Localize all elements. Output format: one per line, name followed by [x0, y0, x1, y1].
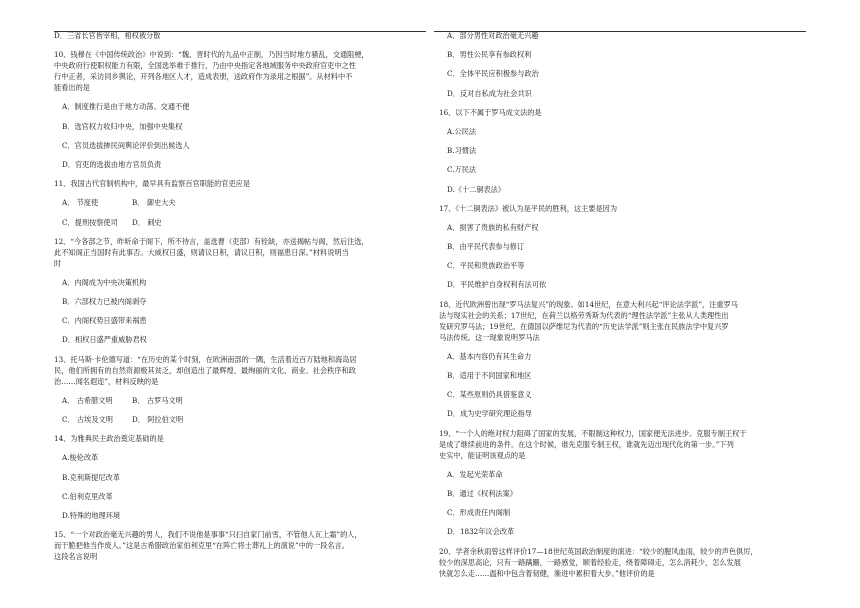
- text-line: 能看出的是: [54, 83, 90, 93]
- text-line: C．平民和贵族政治平等: [447, 261, 525, 271]
- text-line: 法与现实社会的关系；17世纪，在荷兰以格劳秀斯为代表的“理性法学派”主张从人类理性出: [439, 310, 729, 320]
- spacer: [54, 502, 416, 510]
- option-text: A． 节度使: [62, 198, 99, 208]
- text-line: A．损害了贵族的私有财产权: [447, 222, 539, 232]
- answer-option: [439, 469, 801, 480]
- question-block: [439, 107, 801, 118]
- right-column: [439, 30, 801, 587]
- text-line: C．内阁权势日盛带来祸患: [62, 316, 147, 326]
- text-line: 11、我国古代官制机构中，最早具有监察百官职能的官吏应是: [54, 179, 251, 189]
- option-text: B． 古罗马文明: [132, 395, 183, 405]
- answer-option: [54, 296, 416, 307]
- spacer: [54, 562, 416, 570]
- spacer: [439, 461, 801, 469]
- answer-option: [439, 526, 801, 537]
- answer-option: [54, 452, 416, 463]
- text-line: C．形成责任内阁制: [447, 508, 511, 518]
- answer-option: [439, 408, 801, 419]
- text-line: 18、近代欧洲曾出现“罗马法复兴”的现象。如14世纪，在意大利兴起“评论法学派”，注重罗马: [439, 299, 738, 309]
- text-line: 是成了继续前进的条件。在这个时候，谁先克服专制王权，谁就先迈出现代化的第一步。”下列: [439, 439, 734, 449]
- answer-option: [439, 145, 801, 156]
- text-line: C.万民法: [447, 165, 477, 175]
- text-line: B．通过《权利法案》: [447, 488, 517, 498]
- text-line: B.习惯法: [447, 146, 477, 156]
- text-line: 治……闻名遐迩”，材料反映的是: [54, 376, 159, 386]
- text-line: 13、托马斯·卡伦德写道：“在历史的某个时刻，在欧洲南部的一隅，生活着近百万陆地和海岛居: [54, 354, 357, 364]
- text-line: C．某些原则仍具借鉴意义: [447, 390, 532, 400]
- text-line: 发研究罗马法；19世纪，在德国以萨维尼为代表的“历史法学派”则主张在民族法学中复兴罗: [439, 321, 729, 331]
- answer-option: [439, 241, 801, 252]
- text-line: D．反对自私成为社会共识: [447, 88, 532, 98]
- text-line: B．六部权力已被内阁剥夺: [62, 297, 147, 307]
- answer-option: [439, 222, 801, 233]
- answer-option: [439, 164, 801, 175]
- answer-option: [439, 126, 801, 137]
- spacer: [439, 381, 801, 389]
- answer-option: [439, 88, 801, 99]
- text-line: 14、为雅典民主政治奠定基础的是: [54, 434, 164, 444]
- option-row: [54, 414, 416, 425]
- answer-option: [54, 140, 416, 151]
- spacer: [439, 252, 801, 260]
- spacer: [54, 132, 416, 140]
- answer-option: [439, 49, 801, 60]
- spacer: [439, 60, 801, 68]
- spacer: [439, 79, 801, 87]
- option-row: [54, 217, 416, 228]
- text-line: A．部分男性对政治毫无兴趣: [447, 31, 539, 40]
- question-block: [439, 299, 801, 343]
- answer-option: [54, 334, 416, 345]
- spacer: [54, 406, 416, 414]
- left-column: [54, 30, 416, 570]
- answer-option: [439, 370, 801, 381]
- question-block: [54, 178, 416, 189]
- text-line: B．选官权力收归中央，加强中央集权: [62, 121, 183, 131]
- text-line: 中央政府行使职权能力有限，全国选举难于推行，乃由中央指定各地域服务中央政府官吏中之性: [54, 61, 356, 71]
- question-block: [54, 30, 416, 41]
- text-line: C．全体平民应积极参与政治: [447, 69, 539, 79]
- spacer: [439, 233, 801, 241]
- answer-option: [439, 260, 801, 271]
- text-line: A.梭伦改革: [62, 453, 99, 463]
- text-line: C.伯利克里改革: [62, 491, 113, 501]
- answer-option: [54, 315, 416, 326]
- text-line: 20、学者余秋雨曾这样评价17—18世纪英国政治制度的演进：“较少的腥风血雨，较少的声色俱厉，: [439, 546, 758, 556]
- spacer: [439, 290, 801, 298]
- spacer: [439, 579, 801, 587]
- answer-option: [54, 491, 416, 502]
- answer-option: [54, 101, 416, 112]
- spacer: [54, 288, 416, 296]
- spacer: [439, 195, 801, 203]
- spacer: [54, 345, 416, 353]
- text-line: 此不知阁正当国时有此事否。大威权日盛，则请议日积，请议日积，则福患日深。”材料说明当: [54, 247, 349, 257]
- spacer: [54, 425, 416, 433]
- text-line: D．官吏的选拔由地方官员负责: [62, 159, 162, 169]
- text-line: D．1832年议会改革: [447, 527, 515, 537]
- spacer: [54, 444, 416, 452]
- question-block: [439, 546, 801, 579]
- spacer: [54, 112, 416, 120]
- text-line: B．由平民代表参与修订: [447, 242, 525, 252]
- text-line: D.《十二铜表法》: [447, 184, 506, 194]
- answer-option: [439, 30, 801, 41]
- spacer: [439, 41, 801, 49]
- spacer: [54, 521, 416, 529]
- text-line: A．基本内容仍有其生命力: [447, 351, 532, 361]
- question-block: [439, 428, 801, 461]
- answer-option: [54, 472, 416, 483]
- question-block: [54, 433, 416, 444]
- spacer: [54, 387, 416, 395]
- spacer: [54, 228, 416, 236]
- spacer: [54, 189, 416, 197]
- text-line: 这段名言说明: [54, 552, 98, 562]
- spacer: [439, 175, 801, 183]
- answer-option: [439, 488, 801, 499]
- option-pair: [54, 197, 416, 208]
- spacer: [439, 480, 801, 488]
- spacer: [439, 400, 801, 408]
- text-line: 10、钱穆在《中国传统政治》中说到：“魏、晋时代的九品中正制，乃因当时地方骚乱，交通阻梗，: [54, 50, 369, 60]
- spacer: [439, 118, 801, 126]
- text-line: 16、以下不属于罗马成文法的是: [439, 107, 542, 117]
- question-block: [54, 529, 416, 562]
- spacer: [54, 307, 416, 315]
- text-line: 马法传统。这一现象说明罗马法: [439, 332, 540, 342]
- text-line: B．男性公民享有参政权利: [447, 50, 532, 60]
- text-line: 17、《十二铜表法》被认为是平民的胜利，这主要是因为: [439, 203, 618, 213]
- answer-option: [54, 277, 416, 288]
- option-pair: [54, 414, 416, 425]
- spacer: [54, 151, 416, 159]
- option-text: B． 御史大夫: [132, 198, 176, 208]
- text-line: A．制度推行是由于地方动荡、交通不便: [62, 102, 190, 112]
- answer-option: [439, 507, 801, 518]
- spacer: [439, 537, 801, 545]
- option-text: D． 阿拉伯文明: [132, 415, 184, 424]
- text-line: 12、“今各部之节，昨昕命于阁下，所不待言，盖选曹（吏部）有铨缺，亦送揭帖与阁，然后注选，: [54, 236, 369, 246]
- answer-option: [439, 389, 801, 400]
- text-line: B．适用于不同国家和地区: [447, 371, 532, 380]
- answer-option: [54, 159, 416, 170]
- spacer: [439, 362, 801, 370]
- option-text: A． 古希腊文明: [62, 395, 113, 405]
- question-block: [54, 49, 416, 93]
- spacer: [54, 483, 416, 491]
- question-block: [54, 354, 416, 387]
- option-pair: [54, 395, 416, 406]
- text-line: C．官员选拔掺民间舆论评价到出候选人: [62, 140, 190, 150]
- option-text: C． 古埃及文明: [62, 415, 113, 424]
- spacer: [439, 156, 801, 164]
- spacer: [54, 463, 416, 471]
- spacer: [439, 518, 801, 526]
- text-line: 时: [54, 258, 62, 268]
- option-row: [54, 197, 416, 208]
- text-line: D．三省长官皆宰相，相权被分散: [54, 31, 161, 40]
- text-line: 史实中，能证明该观点的是: [439, 450, 526, 460]
- spacer: [54, 170, 416, 178]
- text-line: 19、“一个人的绝对权力阻碍了国家的发展，不限制这种权力，国家便无法进步。克服专制王权于: [439, 428, 747, 438]
- option-pair: [54, 217, 416, 228]
- question-block: [439, 203, 801, 214]
- spacer: [439, 214, 801, 222]
- text-line: B.克利斯提尼改革: [62, 472, 120, 482]
- text-line: D．相权日盛严重威胁君权: [62, 335, 147, 345]
- answer-option: [439, 351, 801, 362]
- text-line: 较少的深思高论，只有一路蹒跚，一路感觉，顺着经验走，绕着障碍走，怎么消耗少，怎么发展: [439, 557, 741, 567]
- text-line: D.特殊的地理环境: [62, 510, 121, 520]
- answer-option: [54, 510, 416, 521]
- spacer: [54, 326, 416, 334]
- text-line: 快就怎么走……温和中包含着韧健，渐进中累积着大步。”他评价的是: [439, 568, 655, 578]
- text-line: 民，他们所拥有的自然资源极其贫乏，却创造出了最辉煌、最绚丽的文化、商业、社会秩序和政: [54, 365, 356, 375]
- question-block: [54, 236, 416, 269]
- text-line: 而干脆把他当作废人。”这是古希腊政治家伯利克里“在阵亡将士葬礼上的演说”中的一段名言。: [54, 541, 349, 551]
- spacer: [439, 99, 801, 107]
- spacer: [439, 137, 801, 145]
- spacer: [439, 499, 801, 507]
- option-row: [54, 395, 416, 406]
- text-line: A．发起光荣革命: [447, 469, 503, 479]
- spacer: [439, 271, 801, 279]
- spacer: [54, 93, 416, 101]
- text-line: A．内阁成为中央决策机构: [62, 277, 147, 287]
- option-text: C．提刑按察使司: [62, 217, 118, 227]
- spacer: [54, 208, 416, 216]
- answer-option: [54, 121, 416, 132]
- spacer: [54, 41, 416, 49]
- answer-option: [439, 184, 801, 195]
- spacer: [54, 269, 416, 277]
- option-text: D． 刺史: [132, 217, 162, 227]
- answer-option: [439, 68, 801, 79]
- answer-option: [439, 279, 801, 290]
- text-line: A.公民法: [447, 126, 477, 136]
- spacer: [439, 419, 801, 427]
- text-line: 15、“一个对政治毫无兴趣的男人，我们不说他是事事“只扫自家门前雪，不管他人瓦上霜”的人，: [54, 530, 362, 540]
- text-line: D．成为史学研究理论指导: [447, 409, 532, 419]
- text-line: D．平民维护自身权利有法可依: [447, 280, 547, 290]
- spacer: [439, 343, 801, 351]
- text-line: 行中正者，采访同乡舆论，开列各地区人才，造成表册，送政府作为录用之根据”。从材料中不: [54, 72, 353, 82]
